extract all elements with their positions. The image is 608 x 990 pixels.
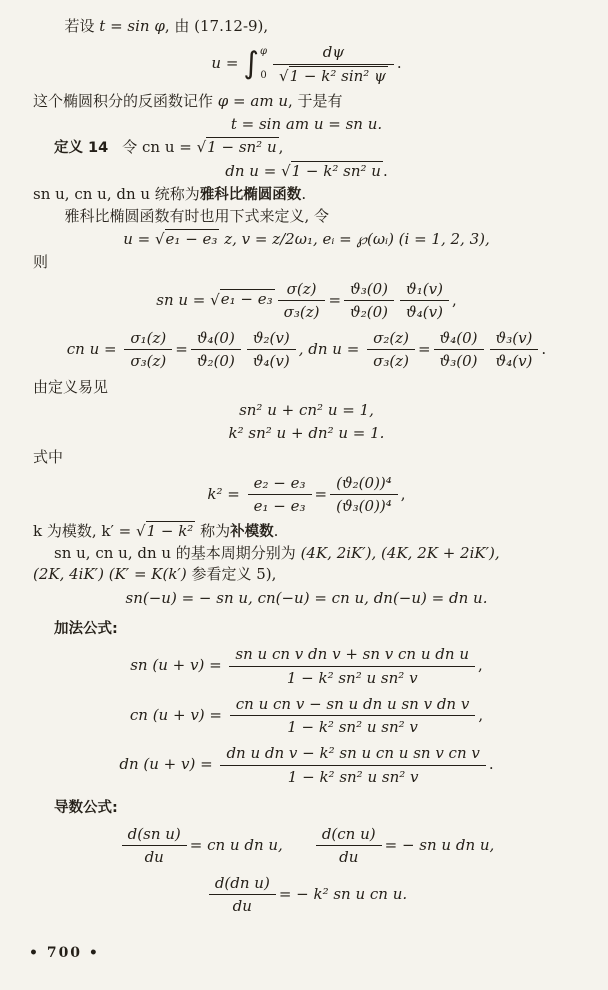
fraction-numerator: cn u cn v − sn u dn u sn v dn v — [230, 694, 476, 716]
theta-fraction — [344, 279, 394, 323]
substitution-lhs: u = — [123, 230, 155, 249]
fraction-denominator: ϑ₂(0) — [350, 302, 389, 321]
page-number: • 700 • — [29, 945, 100, 961]
k-squared-display — [33, 472, 580, 518]
periods-math-1: (4K, 2iK′), (4K, 2K + 2iK′), — [300, 544, 500, 562]
e-fraction — [248, 473, 312, 517]
fraction-denominator: e₁ − e₃ — [253, 497, 306, 516]
integral-sign: ∫ — [243, 46, 260, 82]
naming-tail: . — [301, 185, 307, 204]
dn-theta-lhs: , dn u = — [298, 339, 365, 358]
fraction-numerator: σ₁(z) — [124, 328, 172, 350]
periods-pre: sn u, cn u, dn u 的基本周期分别为 — [54, 544, 301, 562]
radical-body: e₁ − e₃ — [165, 230, 218, 249]
intro-line — [33, 16, 580, 37]
integral-lhs: u = — [211, 54, 239, 73]
sinam-display — [33, 114, 580, 135]
integral-period: . — [396, 54, 402, 73]
where-text: 式中 — [33, 447, 64, 466]
where-label — [33, 447, 580, 468]
radical-body: 1 − sn² u — [207, 138, 277, 157]
sigma-fraction — [124, 328, 172, 372]
sinam-formula: t = sin am u = sn u. — [230, 115, 383, 134]
radical — [281, 161, 383, 180]
radical — [155, 229, 219, 248]
modulus-mid: 称为 — [195, 522, 231, 541]
radical-sign: √ — [136, 522, 146, 541]
fraction-numerator: e₂ − e₃ — [248, 473, 312, 495]
fraction-denominator: σ₃(z) — [283, 302, 320, 321]
sn-theta-display — [33, 278, 580, 324]
integral-lower-limit: 0 — [260, 70, 267, 82]
dcn-fraction — [316, 824, 382, 868]
integral-group — [243, 47, 267, 81]
dsn-rhs: = cn u dn u, — [189, 835, 283, 854]
radical-sign: √ — [196, 138, 207, 157]
then-label — [33, 252, 580, 273]
radical-sign: √ — [210, 290, 220, 309]
comma: , — [400, 484, 406, 503]
fraction-numerator: d(dn u) — [209, 873, 276, 895]
comma: , — [478, 705, 484, 724]
modulus-line — [33, 521, 580, 543]
k-squared-lhs: k² = — [207, 484, 245, 503]
fraction-denominator: 1 − k² sn² u sn² v — [287, 767, 419, 786]
definition-label: 定义 14 — [54, 140, 109, 157]
cn-definition-tail: , — [278, 138, 284, 157]
integrand-fraction — [273, 42, 394, 86]
intro-post: , 由 (17.12-9), — [164, 17, 269, 35]
period: . — [541, 339, 547, 358]
fraction-denominator: ϑ₃(0) — [439, 352, 478, 371]
radical — [136, 521, 195, 540]
fraction-numerator: σ₂(z) — [367, 328, 415, 350]
identity-1-formula: sn² u + cn² u = 1, — [239, 401, 374, 420]
fraction-denominator: ϑ₄(v) — [495, 352, 533, 371]
theta-fraction — [191, 328, 241, 372]
dn-definition-lhs: dn u = — [225, 161, 282, 180]
substitution-display — [33, 229, 580, 250]
complementary-modulus-bold: 补模数 — [230, 524, 274, 541]
jacobi-naming-line — [33, 184, 580, 206]
theta-fraction — [434, 328, 484, 372]
periods-line-2 — [33, 564, 580, 585]
derivative-row-2 — [33, 872, 580, 918]
dn-definition-display — [33, 161, 580, 182]
fraction-denominator: du — [144, 847, 164, 866]
jacobi-term-bold: 雅科比椭圆函数 — [199, 187, 302, 204]
radical — [279, 66, 388, 85]
radical-body: e₁ − e₃ — [220, 290, 273, 309]
fraction-numerator: dn u dn v − k² sn u cn u sn v cn v — [220, 743, 485, 765]
dn-definition-tail: . — [382, 161, 388, 180]
integral-limits — [260, 47, 267, 81]
derivative-row-1 — [33, 823, 580, 869]
radical-body: 1 − k² sin² ψ — [289, 66, 386, 85]
fraction-numerator: ϑ₁(v) — [400, 279, 449, 301]
cn-addition-display — [33, 693, 580, 739]
fraction-numerator: ϑ₃(v) — [490, 328, 539, 350]
equals-sign: = — [175, 339, 188, 358]
cn-definition-pre: 令 cn u = — [122, 138, 197, 157]
inverse-pre: 这个椭圆积分的反函数记作 — [33, 91, 218, 110]
radical-sign: √ — [279, 66, 289, 85]
ddn-fraction — [209, 873, 276, 917]
modulus-tail: . — [273, 522, 279, 541]
fraction-denominator: (ϑ₃(0))⁴ — [336, 497, 392, 516]
theta-fraction — [400, 279, 449, 323]
inverse-post: , 于是有 — [287, 91, 343, 110]
inverse-function-line — [33, 91, 580, 112]
identity-2-formula: k² sn² u + dn² u = 1. — [228, 424, 385, 443]
radical-sign: √ — [281, 161, 291, 180]
periods-math-2: (2K, 4iK′) (K′ = K(k′) — [33, 565, 192, 584]
radical-body: 1 − k² — [146, 522, 194, 541]
alt-definition-text: 雅科比椭圆函数有时也用下式来定义, 令 — [64, 206, 330, 225]
integral-upper-limit: φ — [260, 46, 268, 58]
fraction-denominator: du — [232, 897, 252, 916]
periods-line-1 — [33, 543, 580, 564]
derivative-title-text: 导数公式: — [54, 799, 118, 816]
dn-addition-fraction — [220, 743, 485, 787]
integrand-denominator — [273, 65, 394, 86]
period: . — [488, 755, 494, 774]
fraction-denominator: ϑ₄(v) — [406, 302, 443, 321]
sn-theta-lhs: sn u = — [156, 290, 211, 309]
sigma-fraction — [278, 279, 326, 323]
fraction-numerator: sn u cn v dn v + sn v cn u dn u — [229, 644, 475, 666]
modulus-pre: k 为模数, k′ = — [33, 522, 136, 541]
sn-addition-fraction — [229, 644, 475, 688]
dn-addition-lhs: dn (u + v) = — [119, 755, 218, 774]
theta-fraction — [490, 328, 539, 372]
radical — [210, 289, 274, 308]
fraction-numerator: σ(z) — [278, 279, 326, 301]
identities-lead-text: 由定义易见 — [33, 377, 109, 396]
fraction-numerator: ϑ₂(v) — [247, 328, 296, 350]
fraction-numerator: ϑ₄(0) — [191, 328, 241, 350]
intro-math: t = sin φ — [99, 17, 165, 35]
identities-lead — [33, 377, 580, 398]
fraction-numerator: ϑ₄(0) — [434, 328, 484, 350]
radical — [197, 137, 279, 156]
comma: , — [477, 656, 483, 675]
fraction-denominator: ϑ₂(0) — [196, 352, 235, 371]
comma: , — [451, 290, 457, 309]
dn-addition-display — [33, 742, 580, 788]
alt-definition-line — [33, 206, 580, 227]
fraction-denominator: 1 − k² sn² u sn² v — [286, 668, 418, 687]
cn-addition-lhs: cn (u + v) = — [129, 705, 227, 724]
theta-power-fraction — [330, 473, 398, 517]
naming-pre: sn u, cn u, dn u 统称为 — [33, 185, 200, 204]
intro-pre: 若设 — [64, 17, 100, 35]
theta-fraction — [247, 328, 296, 372]
substitution-rest: z, v = z/2ω₁, eᵢ = ℘(ωᵢ) (i = 1, 2, 3), — [219, 230, 490, 249]
radical-sign: √ — [154, 230, 165, 249]
cn-dn-theta-display — [33, 327, 580, 373]
sn-addition-display — [33, 643, 580, 689]
equals-sign: = — [314, 484, 328, 503]
dcn-rhs: = − sn u dn u, — [384, 835, 495, 854]
sigma-fraction — [367, 328, 415, 372]
definition-14-line — [33, 137, 580, 159]
integrand-numerator: dψ — [273, 42, 394, 64]
ddn-rhs: = − k² sn u cn u. — [278, 884, 408, 903]
fraction-denominator: ϑ₄(v) — [252, 352, 290, 371]
fraction-numerator: d(sn u) — [122, 824, 187, 846]
equals-sign: = — [417, 339, 431, 358]
fraction-denominator: du — [339, 847, 359, 866]
sn-addition-lhs: sn (u + v) = — [130, 656, 227, 675]
parity-display — [33, 588, 580, 609]
identity-1-display — [33, 400, 580, 421]
periods-reference: 参看定义 5), — [191, 565, 277, 584]
identity-2-display — [33, 423, 580, 444]
addition-title — [33, 618, 580, 640]
fraction-denominator: σ₃(z) — [373, 352, 409, 371]
then-text: 则 — [33, 253, 49, 272]
integral-display — [33, 41, 580, 87]
derivative-title — [33, 797, 580, 819]
addition-title-text: 加法公式: — [54, 620, 118, 637]
inverse-math: φ = am u — [217, 91, 288, 110]
radical-body: 1 − k² sn² u — [291, 161, 381, 180]
fraction-numerator: (ϑ₂(0))⁴ — [330, 473, 398, 495]
dsn-fraction — [122, 824, 187, 868]
fraction-numerator: d(cn u) — [316, 824, 382, 846]
fraction-denominator: σ₃(z) — [130, 352, 167, 371]
cn-theta-lhs: cn u = — [66, 339, 122, 358]
equals-sign: = — [328, 290, 342, 309]
fraction-numerator: ϑ₃(0) — [344, 279, 394, 301]
parity-formula: sn(−u) = − sn u, cn(−u) = cn u, dn(−u) = dn u. — [125, 588, 488, 607]
fraction-denominator: 1 − k² sn² u sn² v — [287, 718, 418, 737]
cn-addition-fraction — [230, 694, 476, 738]
